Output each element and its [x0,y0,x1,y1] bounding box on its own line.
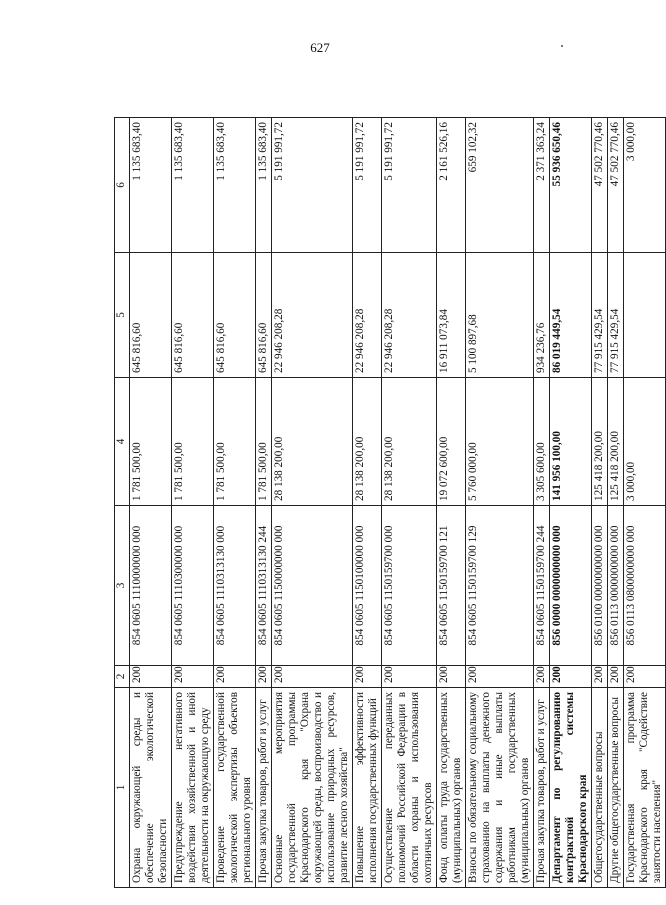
row-name: Прочая закупка товаров, работ и услуг [256,688,272,888]
row-approved: 19 072 600,00 [437,378,466,506]
row-remaining: 659 102,32 [466,118,534,253]
row-remaining: 3 000,00 [624,118,666,253]
table-row [437,118,466,888]
rotated-table-container [114,118,663,888]
row-executed: 22 946 208,28 [353,253,382,378]
row-name: Осуществление переданных полномочий Российской Федерации в области охраны и использования охотничьих ресурсов [382,688,437,888]
row-executed: 22 946 208,28 [382,253,437,378]
row-remaining: 5 191 991,72 [353,118,382,253]
row-budget-code: 854 0605 1150159700 244 [534,506,550,666]
row-budget-code: 854 0605 1150000000 000 [272,506,353,666]
row-code: 200 [466,666,534,688]
table-row [466,118,534,888]
table-row [272,118,353,888]
row-code: 200 [256,666,272,688]
row-code: 200 [534,666,550,688]
row-name: Проведение государственной экологической экспертизы объектов регионального уровня [214,688,256,888]
row-approved: 141 956 100,00 [550,378,592,506]
row-code: 200 [608,666,624,688]
row-name: Государственная программа Краснодарского края "Содействие занятости населения" [624,688,666,888]
row-approved: 28 138 200,00 [272,378,353,506]
row-approved: 28 138 200,00 [353,378,382,506]
table-row [353,118,382,888]
row-remaining: 5 191 991,72 [272,118,353,253]
table-row [130,118,172,888]
row-name: Основные мероприятия государственной программы Краснодарского края "Охрана окружающей среды, воспроизводство и использование природных ресурсов, развитие лесного хозяйства" [272,688,353,888]
row-code: 200 [624,666,666,688]
row-approved: 28 138 200,00 [382,378,437,506]
row-approved: 3 305 600,00 [534,378,550,506]
row-name: Предупреждение негативного воздействия хозяйственной и иной деятельности на окружающую среду [172,688,214,888]
row-executed: 645 816,60 [256,253,272,378]
row-code: 200 [214,666,256,688]
row-budget-code: 854 0605 1150159700 129 [466,506,534,666]
table-row [608,118,624,888]
row-code: 200 [550,666,592,688]
row-budget-code: 856 0113 0000000000 000 [608,506,624,666]
row-name: Другие общегосударственные вопросы [608,688,624,888]
row-budget-code: 856 0100 0000000000 000 [592,506,608,666]
row-code: 200 [592,666,608,688]
row-executed: 934 236,76 [534,253,550,378]
row-name: Общегосударственные вопросы [592,688,608,888]
row-executed: 77 915 429,54 [608,253,624,378]
table-row [592,118,608,888]
row-budget-code: 854 0605 1110313130 244 [256,506,272,666]
row-name: Охрана окружающей среды и обеспечение экологической безопасности [130,688,172,888]
row-name: Фонд оплаты труда государственных (муниципальных) органов [437,688,466,888]
budget-table [114,117,666,888]
table-row [172,118,214,888]
row-executed: 86 019 449,54 [550,253,592,378]
row-name: Повышение эффективности исполнения государственных функций [353,688,382,888]
row-budget-code: 854 0605 1110000000 000 [130,506,172,666]
row-remaining: 1 135 683,40 [214,118,256,253]
header-cell: 1 [115,688,130,888]
row-approved: 3 000,00 [624,378,666,506]
row-remaining: 47 502 770,46 [608,118,624,253]
row-code: 200 [172,666,214,688]
header-cell: 5 [115,253,130,378]
page-number: 627 [310,40,330,55]
row-budget-code: 854 0605 1150159700 121 [437,506,466,666]
row-name: Прочая закупка товаров, работ и услуг [534,688,550,888]
table-row [624,118,666,888]
row-code: 200 [353,666,382,688]
row-approved: 125 418 200,00 [608,378,624,506]
table-row [382,118,437,888]
row-remaining: 2 161 526,16 [437,118,466,253]
row-executed: 645 816,60 [172,253,214,378]
row-remaining: 2 371 363,24 [534,118,550,253]
row-remaining: 55 936 650,46 [550,118,592,253]
table-row [534,118,550,888]
row-name: Департамент по регулированию контрактной системы Краснодарского края [550,688,592,888]
scan-speck [561,45,563,47]
row-code: 200 [382,666,437,688]
row-executed: 77 915 429,54 [592,253,608,378]
row-code: 200 [272,666,353,688]
row-remaining: 5 191 991,72 [382,118,437,253]
row-approved: 1 781 500,00 [172,378,214,506]
row-approved: 1 781 500,00 [130,378,172,506]
row-remaining: 1 135 683,40 [256,118,272,253]
row-approved: 125 418 200,00 [592,378,608,506]
table-row [214,118,256,888]
row-remaining: 47 502 770,46 [592,118,608,253]
header-row [115,118,130,888]
row-executed: 16 911 073,84 [437,253,466,378]
row-name: Взносы по обязательному социальному страхованию на выплаты денежного содержания и иные выплаты работникам государственных (муниципальных) органов [466,688,534,888]
row-executed: 5 100 897,68 [466,253,534,378]
table-row [550,118,592,888]
row-budget-code: 854 0605 1150100000 000 [353,506,382,666]
row-executed [624,253,666,378]
header-cell: 4 [115,378,130,506]
row-budget-code: 854 0605 1150159700 000 [382,506,437,666]
header-cell: 3 [115,506,130,666]
row-approved: 1 781 500,00 [214,378,256,506]
row-executed: 645 816,60 [130,253,172,378]
row-approved: 5 760 000,00 [466,378,534,506]
table-row [256,118,272,888]
row-budget-code: 854 0605 1110313130 000 [214,506,256,666]
row-code: 200 [130,666,172,688]
row-remaining: 1 135 683,40 [130,118,172,253]
header-cell: 2 [115,666,130,688]
row-executed: 645 816,60 [214,253,256,378]
header-cell: 6 [115,118,130,253]
row-budget-code: 856 0113 0800000000 000 [624,506,666,666]
row-executed: 22 946 208,28 [272,253,353,378]
row-budget-code: 856 0000 0000000000 000 [550,506,592,666]
row-remaining: 1 135 683,40 [172,118,214,253]
row-approved: 1 781 500,00 [256,378,272,506]
row-budget-code: 854 0605 1110300000 000 [172,506,214,666]
row-code: 200 [437,666,466,688]
